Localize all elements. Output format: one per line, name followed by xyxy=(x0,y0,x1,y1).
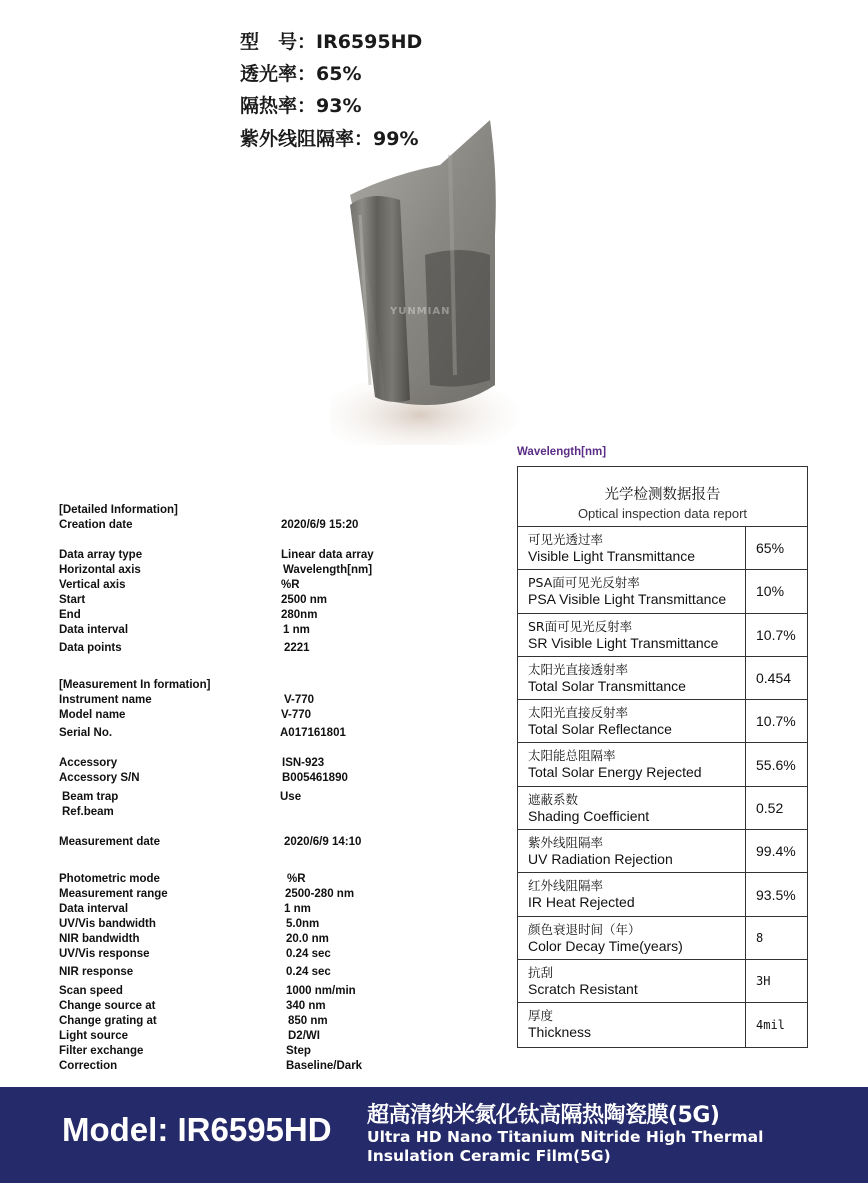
detail-label: Data points xyxy=(59,642,122,654)
detail-label: [Measurement In formation] xyxy=(59,679,211,691)
report-row-name xyxy=(518,917,746,959)
report-row-value: 99.4% xyxy=(756,843,796,860)
detail-value: V-770 xyxy=(284,694,315,706)
detail-label: Filter exchange xyxy=(59,1045,144,1057)
spec-heat-value: 93% xyxy=(316,95,362,117)
report-row xyxy=(518,527,807,570)
spec-heat-label: 隔热率： xyxy=(240,95,317,117)
report-row-name xyxy=(518,614,746,656)
film-roll-image xyxy=(330,115,530,445)
report-row-name xyxy=(518,873,746,915)
report-row-name xyxy=(518,743,746,785)
report-row-zh: 紫外线阻隔率 xyxy=(528,835,604,851)
banner-title-zh: 超高清纳米氮化钛高隔热陶瓷膜(5G) xyxy=(367,1103,720,1128)
report-row-name xyxy=(518,700,746,742)
report-row-value: 4mil xyxy=(756,1017,785,1032)
report-row-en: UV Radiation Rejection xyxy=(528,851,673,868)
report-title-zh: 光学检测数据报告 xyxy=(604,487,721,503)
report-row-value: 10.7% xyxy=(756,626,796,643)
detail-label: Change source at xyxy=(59,1000,156,1012)
detail-value: 0.24 sec xyxy=(286,948,331,960)
detail-label: NIR bandwidth xyxy=(59,933,140,945)
brand-watermark: YUNMIAN xyxy=(390,306,451,317)
detail-value: V-770 xyxy=(281,709,312,721)
detail-value: D2/WI xyxy=(288,1030,320,1042)
report-row-en: Total Solar Energy Rejected xyxy=(528,764,702,781)
detail-value: ISN-923 xyxy=(282,757,325,769)
detail-value: Wavelength[nm] xyxy=(283,564,373,576)
detail-value: 1000 nm/min xyxy=(286,985,356,997)
detail-label: NIR response xyxy=(59,966,134,978)
detail-label: Data array type xyxy=(59,549,143,561)
detail-label: Correction xyxy=(59,1060,118,1072)
detail-label: Vertical axis xyxy=(59,579,126,591)
report-row-en: SR Visible Light Transmittance xyxy=(528,634,719,651)
report-row-en: Total Solar Transmittance xyxy=(528,677,686,694)
report-row-en: Shading Coefficient xyxy=(528,807,650,824)
report-row-name xyxy=(518,787,746,829)
detail-label: Photometric mode xyxy=(59,873,160,885)
report-row-value: 10.7% xyxy=(756,713,796,730)
detail-value: 20.0 nm xyxy=(286,933,329,945)
detail-value: Step xyxy=(286,1045,311,1057)
detail-label: Horizontal axis xyxy=(59,564,141,576)
spec-transmittance-value: 65% xyxy=(316,63,362,85)
report-row-zh: 厚度 xyxy=(528,1008,554,1024)
report-row-value: 8 xyxy=(756,930,764,945)
report-row-name xyxy=(518,1003,746,1046)
detail-label: Model name xyxy=(59,709,126,721)
report-row xyxy=(518,787,807,830)
detail-label: Accessory xyxy=(59,757,118,769)
detail-value: 2500 nm xyxy=(281,594,328,606)
report-row xyxy=(518,830,807,873)
report-row-name xyxy=(518,657,746,699)
report-row-name xyxy=(518,570,746,612)
report-row xyxy=(518,873,807,916)
spec-model xyxy=(240,27,422,54)
spec-model-value: IR6595HD xyxy=(316,31,423,53)
report-row-name xyxy=(518,527,746,569)
report-row xyxy=(518,700,807,743)
report-title-en: Optical inspection data report xyxy=(577,506,748,521)
banner-title-en: Ultra HD Nano Titanium Nitride High Thermal Insulation Ceramic Film(5G) xyxy=(367,1128,764,1165)
report-row-zh: 可见光透过率 xyxy=(528,532,604,547)
detail-label: Accessory S/N xyxy=(59,772,140,784)
detail-label: Measurement date xyxy=(59,836,160,848)
report-row-zh: 红外线阻隔率 xyxy=(528,878,604,894)
report-row-zh: SR面可见光反射率 xyxy=(528,618,633,634)
detail-value: 2221 xyxy=(284,642,310,654)
banner-model: Model: IR6595HD xyxy=(62,1111,332,1148)
report-row xyxy=(518,570,807,613)
report-row xyxy=(518,614,807,657)
report-row-value: 65% xyxy=(756,540,785,557)
report-row-name xyxy=(518,960,746,1002)
detail-value: %R xyxy=(281,579,300,591)
detail-label: UV/Vis bandwidth xyxy=(59,918,156,930)
spec-transmittance-label: 透光率： xyxy=(240,63,317,85)
report-row-zh: PSA面可见光反射率 xyxy=(528,575,640,591)
spec-transmittance xyxy=(240,59,362,86)
detail-label: Data interval xyxy=(59,903,129,915)
detail-label: Change grating at xyxy=(59,1015,157,1027)
report-row xyxy=(518,657,807,700)
detail-label: [Detailed Information] xyxy=(59,504,178,516)
detail-value: 0.24 sec xyxy=(286,966,331,978)
detail-value: 1 nm xyxy=(283,624,310,636)
detail-label: Creation date xyxy=(59,519,133,531)
report-row-zh: 抗刮 xyxy=(528,964,554,980)
spec-model-label: 型 号： xyxy=(240,31,317,53)
spec-uv-label: 紫外线阻隔率： xyxy=(240,128,374,150)
detail-label: End xyxy=(59,609,81,621)
detail-value: %R xyxy=(287,873,306,885)
inspection-report-table xyxy=(517,466,808,1048)
report-row-value: 55.6% xyxy=(756,756,796,773)
report-row-zh: 太阳光直接反射率 xyxy=(528,705,629,721)
report-row-zh: 太阳能总阻隔率 xyxy=(528,748,616,764)
detail-label: Beam trap xyxy=(62,791,119,803)
report-row-value: 0.454 xyxy=(756,670,792,687)
detail-value: B005461890 xyxy=(282,772,348,784)
detail-value: 2020/6/9 15:20 xyxy=(281,519,359,531)
detail-value: 280nm xyxy=(281,609,318,621)
report-row-en: Visible Light Transmittance xyxy=(528,548,696,564)
report-row-zh: 遮蔽系数 xyxy=(528,791,579,807)
detail-label: Measurement range xyxy=(59,888,168,900)
detail-label: Light source xyxy=(59,1030,129,1042)
spec-uv-value: 99% xyxy=(373,128,419,150)
report-row-en: Total Solar Reflectance xyxy=(528,721,672,738)
detail-value: A017161801 xyxy=(280,727,346,739)
report-row-en: Color Decay Time(years) xyxy=(528,937,683,954)
detail-value: Use xyxy=(280,791,302,803)
report-row-value: 10% xyxy=(756,583,785,600)
detail-value: 2020/6/9 14:10 xyxy=(284,836,362,848)
detail-value: 5.0nm xyxy=(286,918,320,930)
detail-label: Ref.beam xyxy=(62,806,114,818)
report-row-zh: 太阳光直接透射率 xyxy=(528,661,629,677)
detail-value: Baseline/Dark xyxy=(286,1060,363,1072)
detail-value: 340 nm xyxy=(286,1000,326,1012)
detail-value: 850 nm xyxy=(288,1015,328,1027)
report-row-name xyxy=(518,830,746,872)
report-row xyxy=(518,743,807,786)
detail-label: Start xyxy=(59,594,86,606)
model-banner xyxy=(0,1087,868,1183)
detail-value: 1 nm xyxy=(284,903,311,915)
detail-label: Instrument name xyxy=(59,694,152,706)
detail-label: UV/Vis response xyxy=(59,948,150,960)
report-row xyxy=(518,917,807,960)
report-row-en: IR Heat Rejected xyxy=(528,894,635,911)
report-row-en: PSA Visible Light Transmittance xyxy=(528,591,727,608)
detail-label: Scan speed xyxy=(59,985,123,997)
report-row-en: Thickness xyxy=(528,1024,592,1041)
detail-label: Data interval xyxy=(59,624,129,636)
report-row-en: Scratch Resistant xyxy=(528,980,638,997)
detail-value: 2500-280 nm xyxy=(285,888,355,900)
report-row xyxy=(518,960,807,1003)
detail-label: Serial No. xyxy=(59,727,113,739)
report-row-value: 3H xyxy=(756,974,771,989)
report-header xyxy=(518,467,807,527)
report-row xyxy=(518,1003,807,1046)
wavelength-label: Wavelength[nm] xyxy=(517,446,607,458)
report-row-value: 93.5% xyxy=(756,886,796,903)
report-row-zh: 颜色衰退时间（年） xyxy=(528,921,641,937)
report-row-value: 0.52 xyxy=(756,799,784,816)
detail-value: Linear data array xyxy=(281,549,374,561)
spec-heat xyxy=(240,91,362,118)
